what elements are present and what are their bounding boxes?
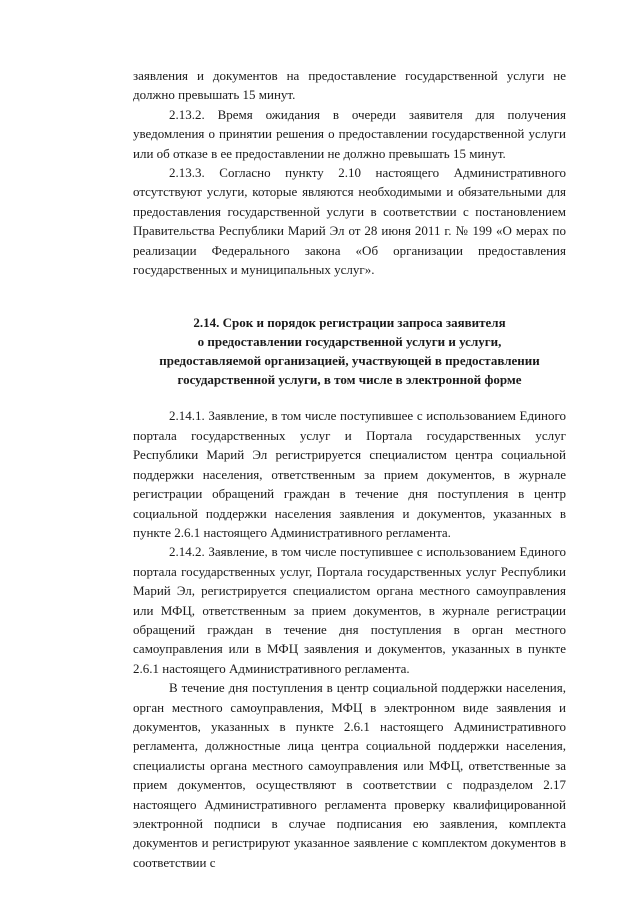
paragraph-2-14-2: 2.14.2. Заявление, в том числе поступившее с использованием Единого портала государственных услуг, Портала государственных услуг Республики Марий Эл, регистрируется специалистом органа местного самоуправления или МФЦ, ответственным за прием документов, в журнале регистрации обращений граждан в течение дня поступления в орган местного самоуправления или в МФЦ заявления и документов, указанных в пункте 2.6.1 настоящего Административного регламента. <box>133 544 566 676</box>
section-heading-2-14 <box>133 313 566 389</box>
paragraph-electronic-receipt: В течение дня поступления в центр социальной поддержки населения, орган местного самоуправления, МФЦ в электронном виде заявления и документов, указанных в пункте 2.6.1 настоящего Административного регламента, должностные лица центра социальной поддержки населения, специалисты органа местного самоуправления или МФЦ, ответственные за прием документов, осуществляют в соответствии с подразделом 2.17 настоящего Административного регламента проверку квалифицированной электронной подписи в случае подписания ею заявления, комплекта документов и регистрируют указанное заявление с комплектом документов в соответствии с <box>133 680 566 870</box>
heading-line: государственной услуги, в том числе в электронной форме <box>177 372 522 388</box>
paragraph-2-14-1: 2.14.1. Заявление, в том числе поступившее с использованием Единого портала государственных услуг и Портала государственных услуг Республики Марий Эл регистрируется специалистом центра социальной поддержки населения, ответственным за прием документов, в журнале регистрации обращений граждан в течение дня поступления в центр социальной поддержки населения заявления и документов, указанных в пункте 2.6.1 настоящего Административного регламента. <box>133 408 566 540</box>
paragraph-2-13-2: 2.13.2. Время ожидания в очереди заявителя для получения уведомления о принятии решения о предоставлении государственной услуги или об отказе в ее предоставлении не должно превышать 15 минут. <box>133 106 566 161</box>
document-body <box>133 66 566 872</box>
paragraph-continuation: заявления и документов на предоставление государственной услуги не должно превышать 15 минут. <box>133 68 566 103</box>
heading-line: о предоставлении государственной услуги и услуги, <box>197 334 502 350</box>
heading-line: 2.14. Срок и порядок регистрации запроса заявителя <box>193 315 506 331</box>
paragraph-2-13-3: 2.13.3. Согласно пункту 2.10 настоящего Административного отсутствуют услуги, которые являются необходимыми и обязательными для предоставления государственной услуги в соответствии с постановлением Правительства Республики Марий Эл от 28 июня 2011 г. № 199 «О мерах по реализации Федерального закона «Об организации предоставления государственных и муниципальных услуг». <box>133 165 566 278</box>
heading-line: предоставляемой организацией, участвующей в предоставлении <box>159 353 540 369</box>
